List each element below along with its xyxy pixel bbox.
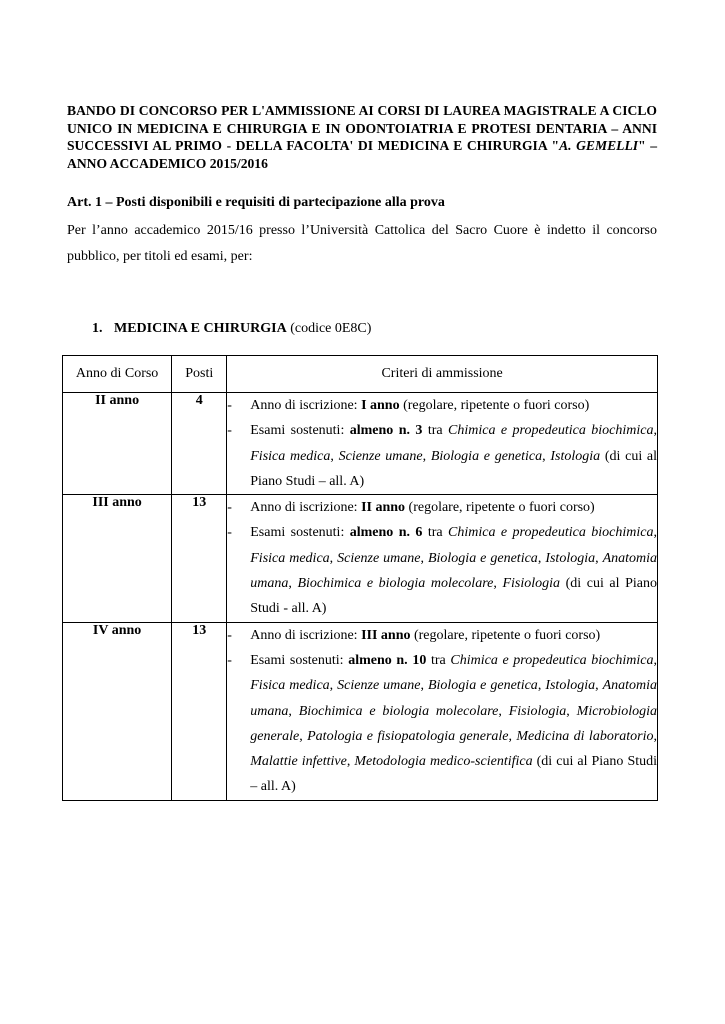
subject-name: Anatomia umana	[250, 550, 658, 592]
enrollment-label: Anno di iscrizione:	[250, 627, 362, 643]
table-row	[63, 393, 658, 495]
enrollment-status: (regolare, ripetente o fuori corso)	[399, 398, 590, 413]
table-body	[63, 393, 658, 801]
subject-name: Biochimica e biologia molecolare	[297, 576, 494, 592]
list-dash: -	[227, 652, 232, 668]
year-cell: IV anno	[63, 622, 172, 800]
exams-label: Esami sostenuti:	[250, 525, 350, 541]
posts-cell: 13	[172, 622, 227, 800]
exams-criterion: - Esami sostenuti: almeno n. 10 tra Chimica e propedeutica biochimica, Fisica medica, Scienze umane, Biologia e genetica, Istologia, Anatomia umana, Biochimica e biologia molecolare, Fisiologia, Microbiologia generale, Patologia e fisiopatologia generale, Medicina di laboratorio, Malattie infettive, Metodologia medico-scientifica (di cui al Piano Studi – all. A)	[227, 648, 657, 800]
posts-cell: 13	[172, 495, 227, 622]
enrollment-year: III anno	[361, 627, 411, 643]
exams-minimum: almeno n. 10	[348, 652, 427, 668]
section-name: MEDICINA E CHIRURGIA	[114, 321, 287, 336]
document-title	[67, 102, 657, 172]
subject-name: Medicina di laboratorio	[516, 728, 654, 744]
criteria-cell	[227, 622, 658, 800]
title-text-part2: " – ANNO ACCADEMICO 2015/2016	[67, 138, 657, 171]
list-dash: -	[227, 398, 232, 413]
subject-name: Patologia e fisiopatologia generale	[307, 728, 509, 744]
subject-name: Scienze umane	[337, 678, 421, 694]
section-heading	[92, 319, 652, 339]
header-posts: Posti	[172, 356, 227, 393]
exams-tra: tra	[426, 652, 451, 668]
subject-name: Anatomia umana	[250, 678, 658, 719]
subject-name: Fisica medica	[250, 448, 331, 464]
enrollment-criterion	[227, 495, 657, 520]
criteria-list	[227, 623, 657, 800]
criteria-cell	[227, 495, 658, 622]
subject-name: Biologia e genetica	[430, 448, 543, 464]
subject-name: Fisica medica	[250, 550, 330, 566]
subject-name: Fisiologia	[508, 703, 567, 719]
enrollment-criterion	[227, 623, 657, 648]
criteria-list	[227, 495, 657, 621]
exams-label: Esami sostenuti:	[250, 652, 349, 668]
enrollment-status: (regolare, ripetente o fuori corso)	[410, 627, 601, 643]
enrollment-criterion	[227, 393, 657, 418]
subject-name: Istologia	[545, 550, 596, 566]
enrollment-status: (regolare, ripetente o fuori corso)	[405, 500, 595, 516]
subject-name: Microbiologia generale	[250, 703, 658, 744]
exams-note: (di cui al Piano Studi – all. A)	[250, 754, 658, 795]
enrollment-year: II anno	[361, 500, 406, 516]
title-text-italic: A. GEMELLI	[559, 138, 639, 153]
list-dash: -	[227, 525, 232, 541]
subject-name: Chimica e propedeutica biochimica	[450, 652, 654, 668]
year-cell: III anno	[63, 495, 172, 622]
list-dash: -	[227, 500, 232, 516]
exams-tra: tra	[422, 525, 449, 541]
enrollment-label: Anno di iscrizione:	[250, 398, 362, 413]
exams-note: (di cui al Piano Studi – all. A)	[250, 448, 658, 489]
list-dash: -	[227, 423, 232, 439]
criteria-list	[227, 393, 657, 494]
exams-label: Esami sostenuti:	[250, 423, 350, 439]
subject-name: Biochimica e biologia molecolare	[298, 703, 499, 719]
section-code: (codice 0E8C)	[286, 321, 372, 336]
subject-name: Malattie infettive	[250, 754, 347, 770]
subject-name: Chimica e propedeutica biochimica	[448, 525, 654, 541]
exams-minimum: almeno n. 6	[349, 525, 423, 541]
subject-name: Scienze umane	[338, 448, 423, 464]
list-dash: -	[227, 627, 232, 643]
article-heading: Art. 1 – Posti disponibili e requisiti di partecipazione alla prova	[67, 195, 445, 210]
exams-tra: tra	[422, 423, 449, 439]
subject-name: Fisiologia	[502, 576, 560, 592]
subject-name: Biologia e genetica	[427, 550, 538, 566]
subject-name: Fisica medica	[250, 678, 330, 694]
subject-name: Metodologia medico-scientifica	[354, 754, 533, 770]
header-year: Anno di Corso	[63, 356, 172, 393]
subject-name: Chimica e propedeutica biochimica	[448, 423, 654, 439]
exams-note: (di cui al Piano Studi - all. A)	[250, 576, 658, 617]
intro-paragraph: Per l’anno accademico 2015/16 presso l’Università Cattolica del Sacro Cuore è indetto il concorso pubblico, per titoli ed esami, per:	[67, 223, 657, 264]
exams-criterion: - Esami sostenuti: almeno n. 3 tra Chimica e propedeutica biochimica, Fisica medica, Scienze umane, Biologia e genetica, Istologia (di cui al Piano Studi – all. A)	[227, 418, 657, 494]
table-header-row	[63, 356, 658, 393]
section-number: 1.	[92, 321, 103, 336]
enrollment-year: I anno	[361, 398, 400, 413]
header-criteria: Criteri di ammissione	[227, 356, 658, 393]
subject-name: Biologia e genetica	[427, 678, 538, 694]
criteria-cell	[227, 393, 658, 495]
subject-name: Istologia	[550, 448, 601, 464]
posts-cell: 4	[172, 393, 227, 495]
table-row	[63, 622, 658, 800]
year-cell: II anno	[63, 393, 172, 495]
exams-minimum: almeno n. 3	[349, 423, 423, 439]
subject-name: Istologia	[545, 678, 596, 694]
table-row	[63, 495, 658, 622]
enrollment-label: Anno di iscrizione:	[250, 500, 362, 516]
exams-criterion: - Esami sostenuti: almeno n. 6 tra Chimica e propedeutica biochimica, Fisica medica, Scienze umane, Biologia e genetica, Istologia, Anatomia umana, Biochimica e biologia molecolare, Fisiologia (di cui al Piano Studi - all. A)	[227, 520, 657, 621]
admission-criteria-table	[62, 355, 658, 801]
subject-name: Scienze umane	[337, 550, 421, 566]
title-text-part1: BANDO DI CONCORSO PER L'AMMISSIONE AI CORSI DI LAUREA MAGISTRALE A CICLO UNICO IN MEDICINA E CHIRURGIA E IN ODONTOIATRIA E PROTESI DENTARIA – ANNI SUCCESSIVI AL PRIMO - DELLA FACOLTA' DI MEDICINA E CHIRURGIA "	[67, 103, 657, 153]
